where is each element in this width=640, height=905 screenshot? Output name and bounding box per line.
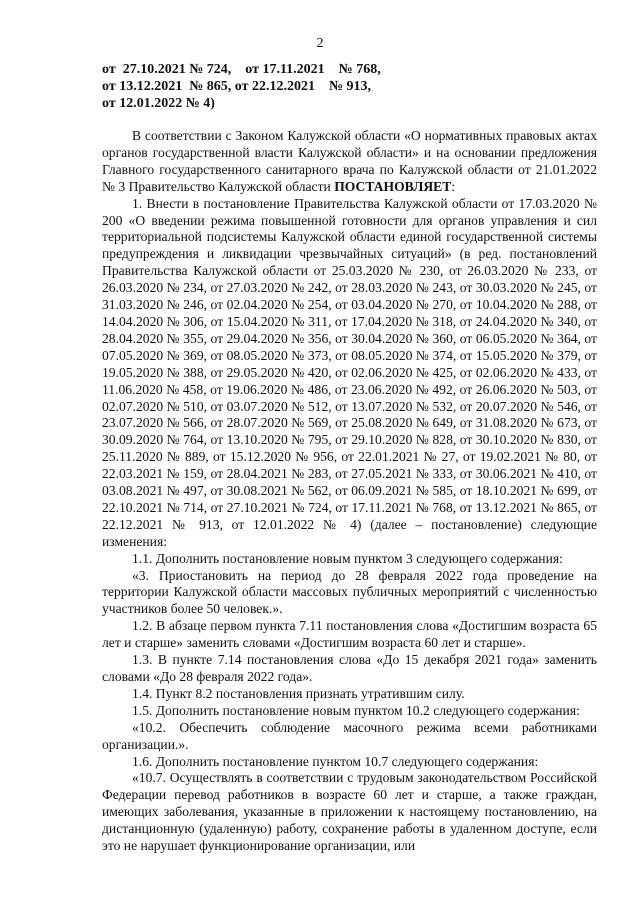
paragraph-quote-3: «3. Приостановить на период до 28 февраля 2022 года проведение на территории Калужской области массовых публичных мероприятий с численностью участников более 50 человек.». — [102, 567, 597, 617]
document-body — [102, 128, 597, 855]
header-line: от 27.10.2021 № 724, от 17.11.2021 № 768, — [102, 62, 381, 77]
amendment-header — [102, 61, 402, 112]
paragraph-1-3: 1.3. В пункте 7.14 постановления слова «До 15 декабря 2021 года» заменить словами «До 28 февраля 2022 года». — [102, 652, 597, 684]
preamble-paragraph — [102, 128, 597, 196]
preamble-end: : — [451, 178, 456, 194]
decree-keyword: ПОСТАНОВЛЯЕТ — [334, 178, 452, 194]
paragraph-1-6: 1.6. Дополнить постановление пунктом 10.7 следующего содержания: — [132, 753, 539, 769]
paragraph-1-5: 1.5. Дополнить постановление новым пунктом 10.2 следующего содержания: — [132, 702, 580, 718]
header-line: от 12.01.2022 № 4) — [102, 96, 215, 111]
paragraph-quote-10-2: «10.2. Обеспечить соблюдение масочного режима всеми работниками организации.». — [102, 719, 597, 752]
page-number: 2 — [316, 36, 324, 51]
paragraph-1-2: 1.2. В абзаце первом пункта 7.11 постановления слова «Достигшим возраста 65 лет и старше» заменить словами «Достигшим возраста 60 лет и старше». — [102, 618, 597, 651]
preamble-text: В соответствии с Законом Калужской области «О нормативных правовых актах органов государственной власти Калужской области» и на основании предложения Главного государственного санитарного врача по Калужской области от 21.01.2022 № 3 Правительство Калужской области — [102, 128, 597, 194]
header-line: от 13.12.2021 № 865, от 22.12.2021 № 913, — [102, 79, 372, 94]
paragraph-1: 1. Внести в постановление Правительства Калужской области от 17.03.2020 № 200 «О введении режима повышенной готовности для органов управления и сил территориальной подсистемы Калужской области единой государственной системы предупреждения и ликвидации чрезвычайных ситуаций» (в ред. постановлений Правительства Калужской области от 25.03.2020 № 230, от 26.03.2020 № 233, от 26.03.2020 № 234, от 27.03.2020 № 242, от 28.03.2020 № 243, от 30.03.2020 № 245, от 31.03.2020 № 246, от 02.04.2020 № 254, от 03.04.2020 № 270, от 10.04.2020 № 288, от 14.04.2020 № 306, от 15.04.2020 № 311, от 17.04.2020 № 318, от 24.04.2020 № 340, от 28.04.2020 № 355, от 29.04.2020 № 356, от 30.04.2020 № 360, от 06.05.2020 № 364, от 07.05.2020 № 369, от 08.05.2020 № 373, от 08.05.2020 № 374, от 15.05.2020 № 379, от 19.05.2020 № 388, от 29.05.2020 № 420, от 02.06.2020 № 425, от 02.06.2020 № 433, от 11.06.2020 № 458, от 19.06.2020 № 486, от 23.06.2020 № 492, от 26.06.2020 № 503, от 02.07.2020 № 510, от 03.07.2020 № 512, от 13.07.2020 № 532, от 20.07.2020 № 546, от 23.07.2020 № 566, от 28.07.2020 № 569, от 25.08.2020 № 649, от 31.08.2020 № 673, от 30.09.2020 № 764, от 13.10.2020 № 795, от 29.10.2020 № 828, от 30.10.2020 № 830, от 25.11.2020 № 889, от 15.12.2020 № 956, от 22.01.2021 № 27, от 19.02.2021 № 80, от 22.03.2021 № 159, от 28.04.2021 № 283, от 27.05.2021 № 333, от 30.06.2021 № 410, от 03.08.2021 № 497, от 30.08.2021 № 562, от 06.09.2021 № 585, от 18.10.2021 № 699, от 22.10.2021 № 714, от 27.10.2021 № 724, от 17.11.2021 № 768, от 13.12.2021 № 865, от 22.12.2021 № 913, от 12.01.2022 № 4) (далее – постановление) следующие изменения: — [102, 195, 597, 549]
paragraph-1-4: 1.4. Пункт 8.2 постановления признать утратившим силу. — [132, 685, 465, 701]
paragraph-1-1: 1.1. Дополнить постановление новым пунктом 3 следующего содержания: — [132, 550, 563, 566]
paragraph-quote-10-7: «10.7. Осуществлять в соответствии с трудовым законодательством Российской Федерации перевод работников в возрасте 60 лет и старше, а также граждан, имеющих заболевания, указанные в приложении к настоящему постановлению, на дистанционную (удаленную) работу, сохранение работы в удаленном доступе, если это не нарушает функционирование организации, или — [102, 770, 597, 854]
